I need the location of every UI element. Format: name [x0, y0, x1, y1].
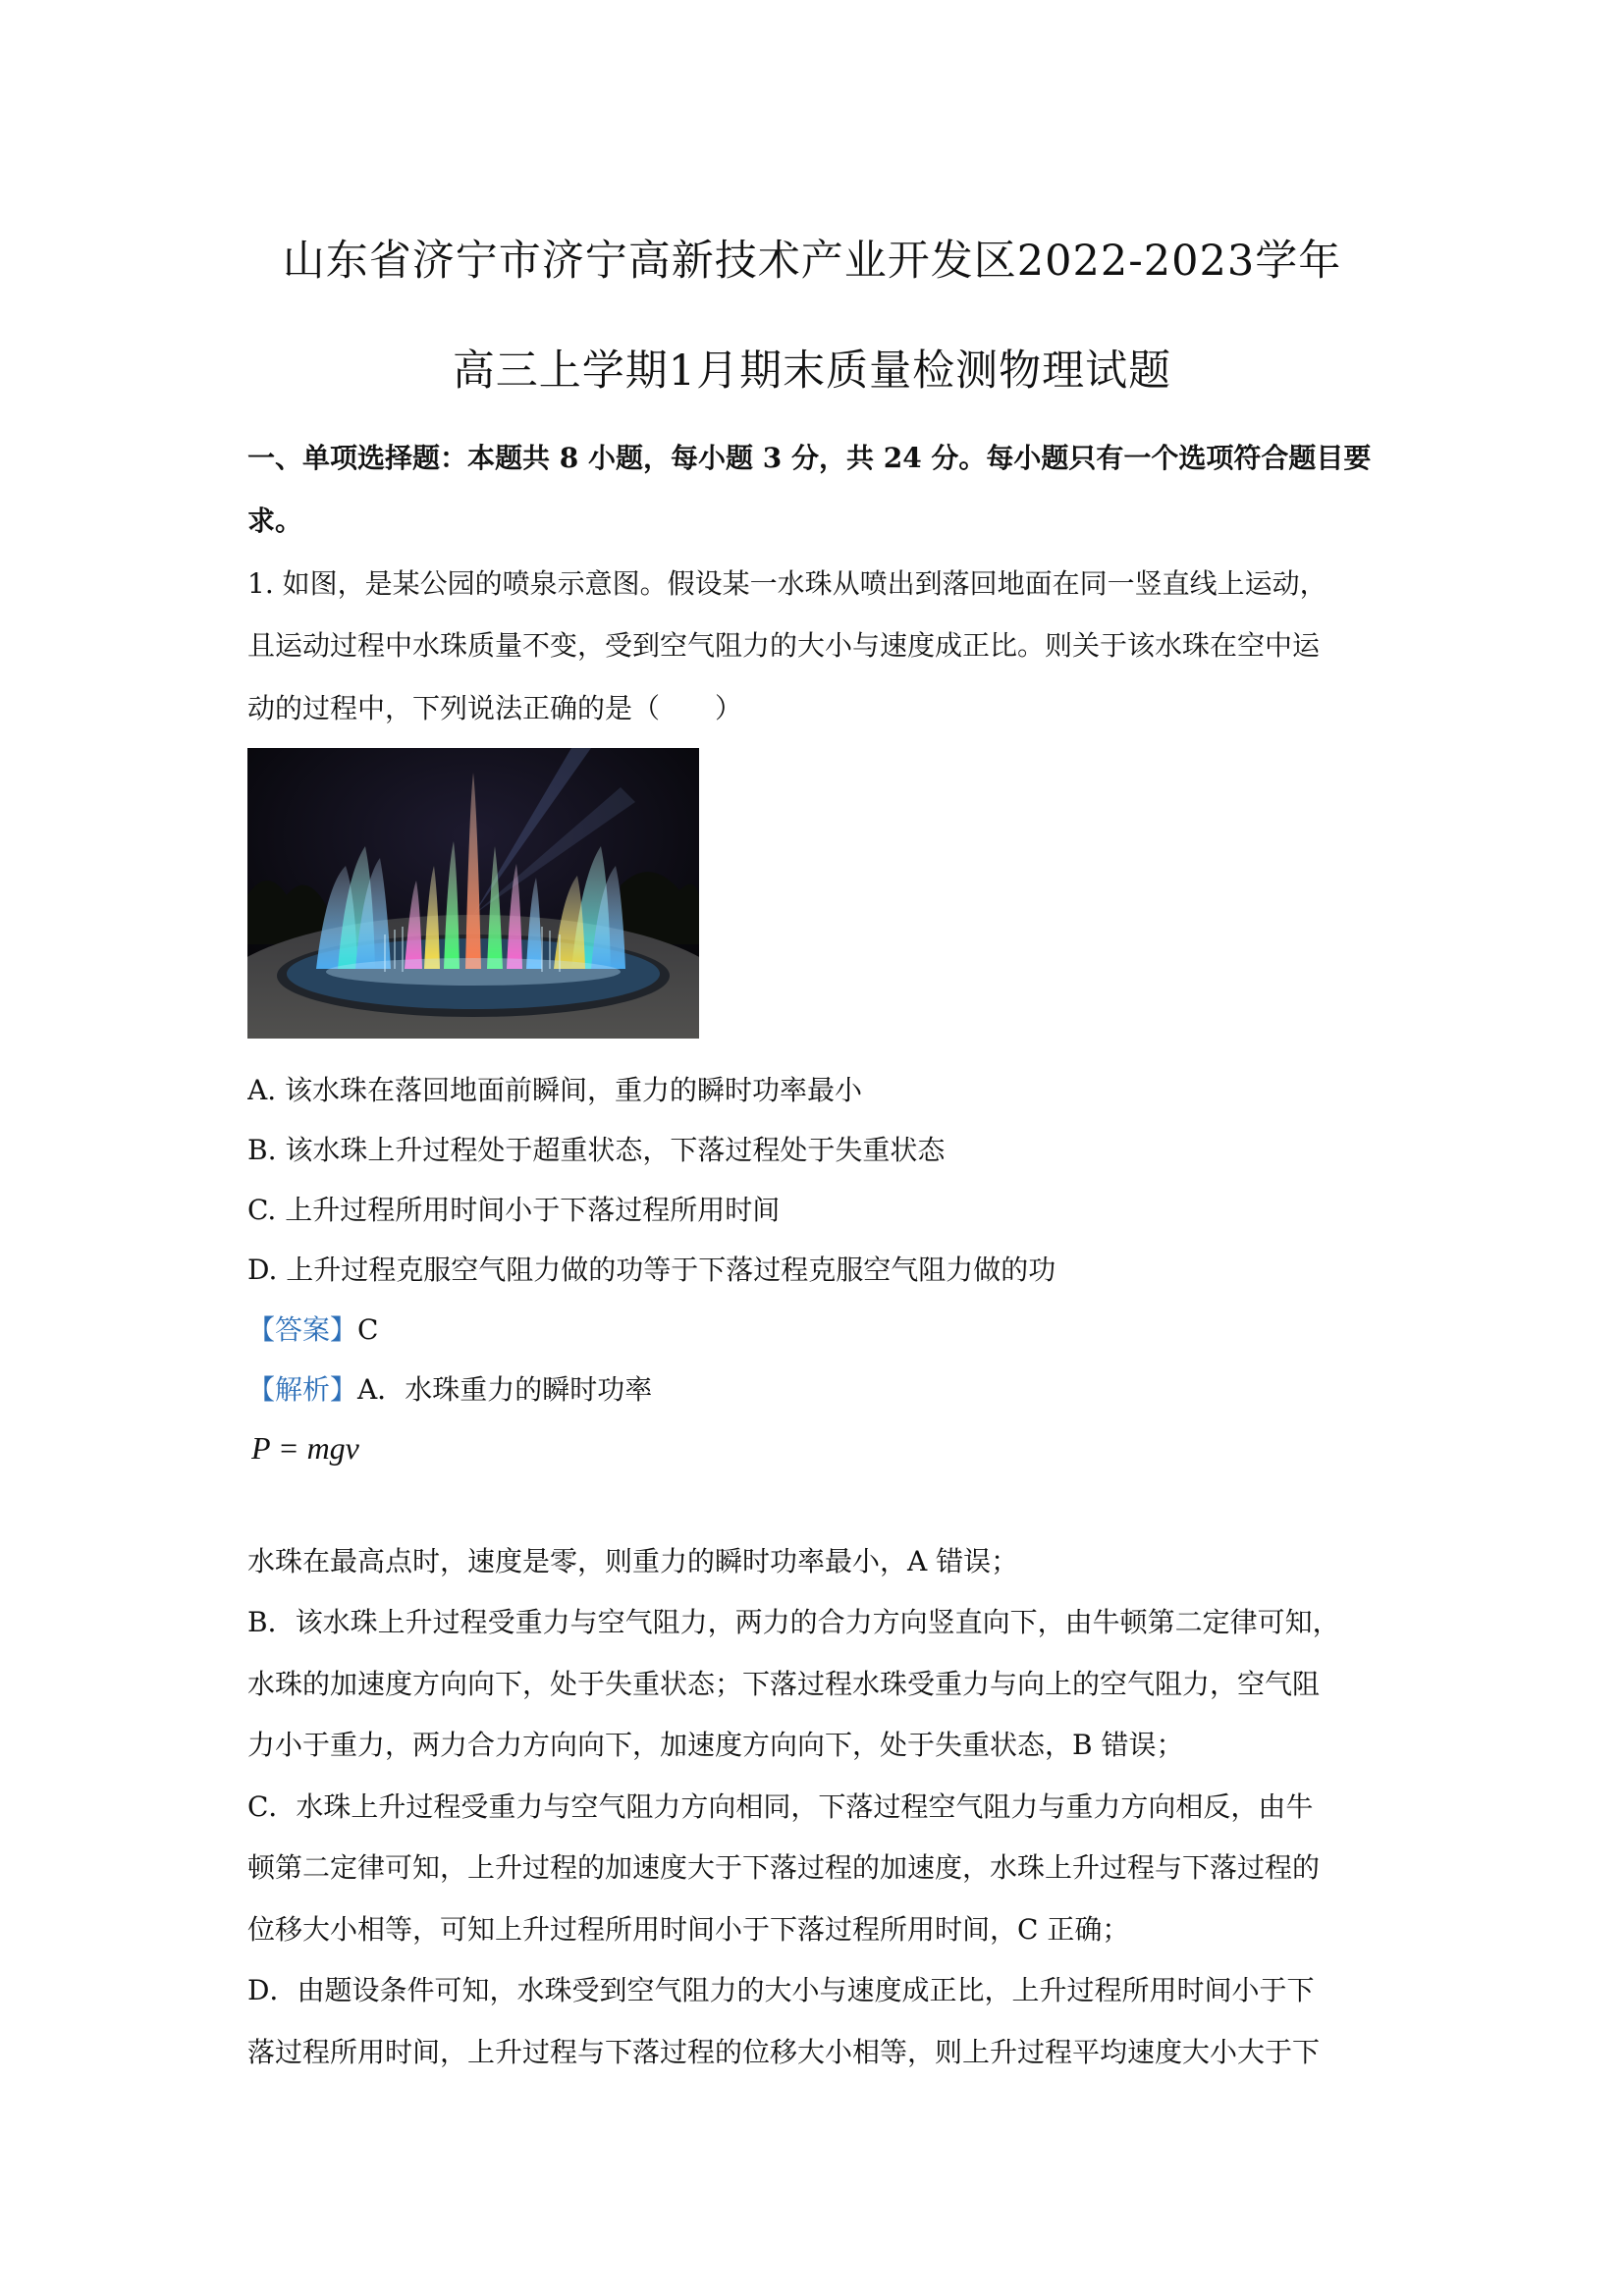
analysis-line-6: 顿第二定律可知，上升过程的加速度大于下落过程的加速度，水珠上升过程与下落过程的	[247, 1851, 1321, 1884]
option-a: A. 该水珠在落回地面前瞬间，重力的瞬时功率最小	[247, 1074, 863, 1106]
answer-line	[247, 1310, 1386, 1350]
option-d: D. 上升过程克服空气阻力做的功等于下落过程克服空气阻力做的功	[247, 1254, 1056, 1286]
question-stem-line-2: 且运动过程中水珠质量不变，受到空气阻力的大小与速度成正比。则关于该水珠在空中运	[247, 629, 1321, 662]
analysis-line-1: 水珠在最高点时，速度是零，则重力的瞬时功率最小，A 错误；	[247, 1545, 1019, 1577]
analysis-text: A．水珠重力的瞬时功率	[357, 1373, 653, 1406]
document-title-line-1: 山东省济宁市济宁高新技术产业开发区2022-2023学年	[282, 237, 1342, 286]
analysis-line-9: 落过程所用时间，上升过程与下落过程的位移大小相等，则上升过程平均速度大小大于下	[247, 2036, 1321, 2068]
analysis-line-4: 力小于重力，两力合力方向向下，加速度方向向下，处于失重状态，B 错误；	[247, 1729, 1184, 1761]
option-c: C. 上升过程所用时间小于下落过程所用时间	[247, 1194, 781, 1226]
analysis-line-7: 位移大小相等，可知上升过程所用时间小于下落过程所用时间，C 正确；	[247, 1913, 1130, 1946]
analysis-line-first	[247, 1370, 1386, 1410]
option-b: B. 该水珠上升过程处于超重状态，下落过程处于失重状态	[247, 1134, 946, 1166]
answer-tag: 【答案】	[247, 1313, 358, 1346]
analysis-line-3: 水珠的加速度方向向下，处于失重状态；下落过程水珠受重力与向上的空气阻力，空气阻	[247, 1668, 1321, 1700]
answer-value: C	[357, 1313, 379, 1346]
power-formula: P = mgv	[251, 1430, 359, 1466]
analysis-line-2: B．该水珠上升过程受重力与空气阻力，两力的合力方向竖直向下，由牛顿第二定律可知，	[247, 1606, 1340, 1638]
section-heading-line-1: 一、单项选择题：本题共 8 小题，每小题 3 分，共 24 分。每小题只有一个选项符合题目要	[247, 442, 1372, 474]
fountain-photo	[247, 748, 699, 1039]
question-stem-line-1: 1. 如图，是某公园的喷泉示意图。假设某一水珠从喷出到落回地面在同一竖直线上运动，	[247, 567, 1327, 600]
analysis-line-8: D．由题设条件可知，水珠受到空气阻力的大小与速度成正比，上升过程所用时间小于下	[247, 1974, 1315, 2006]
question-stem-line-3: 动的过程中，下列说法正确的是（ ）	[247, 692, 743, 724]
document-title-line-2: 高三上学期1月期末质量检测物理试题	[452, 347, 1172, 396]
section-heading-line-2: 求。	[247, 505, 303, 537]
analysis-tag: 【解析】	[247, 1373, 358, 1406]
analysis-line-5: C．水珠上升过程受重力与空气阻力方向相同，下落过程空气阻力与重力方向相反，由牛	[247, 1790, 1314, 1823]
